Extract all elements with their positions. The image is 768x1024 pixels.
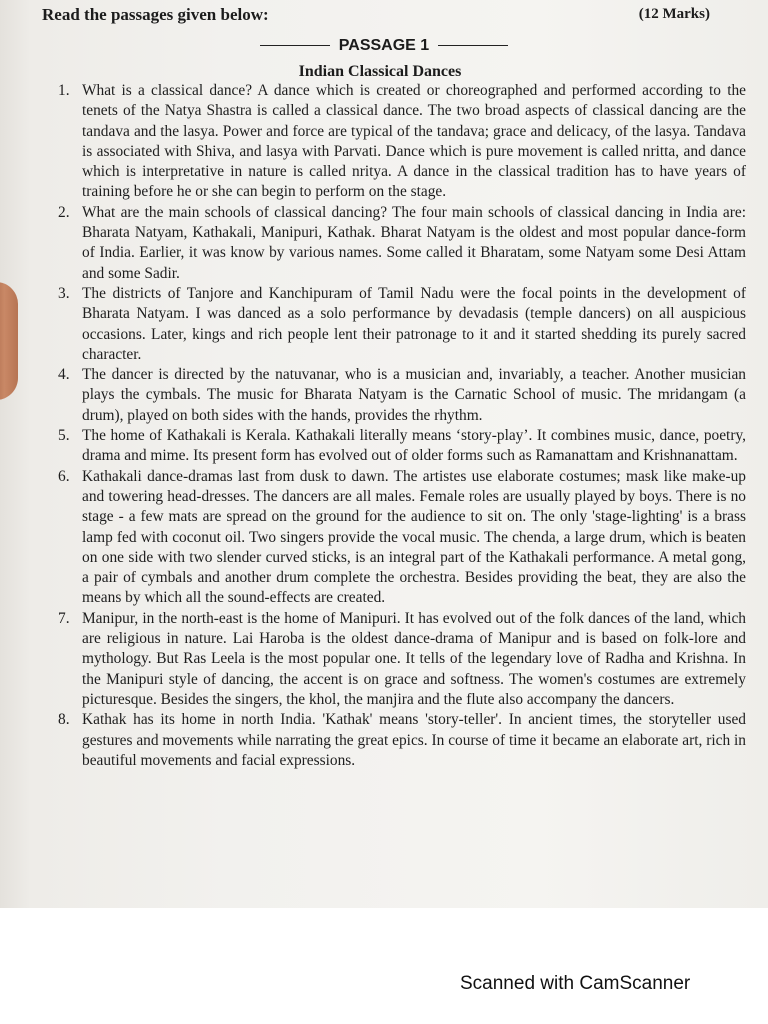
list-item [58,284,746,365]
item-text: The districts of Tanjore and Kanchipuram of Tamil Nadu were the focal points in the development of Bharata Natyam. I was danced as a solo performance by devadasis (temple dancers) on all auspicious occasions. Later, kings and rich people lent their patronage to it and it started shedding its purely sacred character. [82,284,746,363]
list-item [58,609,746,710]
scanner-watermark: Scanned with CamScanner [460,973,691,994]
list-item [58,710,746,771]
item-text: Manipur, in the north-east is the home of Manipuri. It has evolved out of the folk dances of the land, which are religious in nature. Lai Haroba is the oldest dance-drama of Manipur and is based on folk-lore and mythology. But Ras Leela is the most popular one. It tells of the legendary love of Radha and Krishna. In the Manipuri style of dancing, the accent is on grace and softness. The women's costumes are extremely picturesque. Besides the singers, the khol, the manjira and the flute also accompany the dancers. [82,609,746,708]
list-item [58,365,746,426]
item-text: Kathak has its home in north India. 'Kathak' means 'story-teller'. In ancient times, the storyteller used gestures and movements while narrating the great epics. In course of time it became an elaborate art, rich in beautiful movements and facial expressions. [82,711,746,769]
item-number: 7. [58,609,70,627]
item-number: 2. [58,203,70,221]
item-number: 1. [58,82,70,99]
page-header [42,5,710,27]
list-item [58,426,746,467]
instruction-text: Read the passages given below: [42,5,269,24]
item-number: 8. [58,711,70,729]
list-item [58,467,746,609]
item-number: 4. [58,366,70,384]
passage-heading [0,37,768,55]
list-item [58,203,746,284]
item-number: 5. [58,427,70,445]
marks-label: (12 Marks) [638,6,710,22]
item-text: Kathakali dance-dramas last from dusk to dawn. The artistes use elaborate costumes; mask like make-up and towering head-dresses. The dancers are all males. Female roles are usually played by boys. There is no stage - a few mats are spread on the ground for the audience to sit on. The only 'stage-lighting' is a brass lamp fed with coconut oil. Two singers provide the vocal music. The chenda, a large drum, which is beaten on one side with two slender curved sticks, is an integral part of the Kathakali performance. A metal gong, a pair of cymbals and another drum complete the orchestra. Besides providing the beat, they are also the means by which all the sound-effects are created. [82,467,746,607]
item-text: What is a classical dance? A dance which is created or choreographed and performed according to the tenets of the Natya Shastra is called a classical dance. The two broad aspects of classical dancing are the tandava and the lasya. Power and force are typical of the tandava; grace and delicacy, of the lasya. Tandava is associated with Shiva, and lasya with Parvati. Dance which is pure movement is called nritta, and dance which is interpretative in nature is called nritya. A dance in the classical tradition has to have years of training before he or she can begin to perform on the stage. [82,82,746,201]
item-number: 3. [58,284,70,302]
list-item [58,81,746,203]
item-text: What are the main schools of classical dancing? The four main schools of classical dancing in India are: Bharata Natyam, Kathakali, Manipuri, Kathak. Bharat Natyam is the oldest and most popular dance-form of India. Earlier, it was know by various names. Some called it Bharatam, some Natyam some Desi Attam and some Sadir. [82,203,746,282]
item-number: 6. [58,467,70,485]
passage-label: PASSAGE 1 [338,37,430,54]
item-text: The dancer is directed by the natuvanar, who is a musician and, invariably, a teacher. Another musician plays the cymbals. The music for Bharata Natyam is the Carnatic School of music. The mridangam (a drum), played on both sides with the hands, provides the rhythm. [82,366,746,424]
passage-title: Indian Classical Dances [298,63,462,80]
heading-rule-left [260,45,330,46]
item-text: The home of Kathakali is Kerala. Kathakali literally means ‘story-play’. It combines music, dance, poetry, drama and mime. Its present form has evolved out of older forms such as Ramanattam and Krishnanattam. [82,427,746,465]
thumb-shadow [0,282,18,400]
passage-list [58,81,746,771]
heading-rule-right [438,45,508,46]
